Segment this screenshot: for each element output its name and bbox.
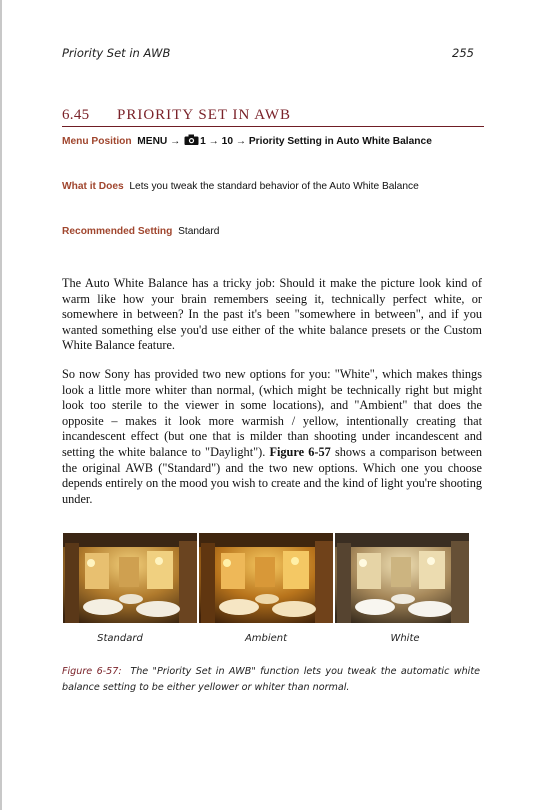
photo-label-standard: Standard [97,633,143,644]
recommended-text: Standard [178,226,220,237]
paragraph-2-start: So now Sony has provided two new options for you: "White", which makes things look a little more whiter than normal, (which might be technically right but might look too sterile to the viewer in some locations), and "Ambient" that does the opposite – makes it look more warmish / yellow, intentionally creating that incandescent effect (but one that is milder than shooting under incandescent and setting the white balance to "Daylight"). [62,367,482,459]
figure-reference: Figure 6-57 [269,444,331,459]
running-title: Priority Set in AWB [62,46,171,60]
what-it-does-block [62,178,452,195]
body-paragraph-2 [62,367,482,507]
paragraph-text [62,367,482,507]
what-it-does-text: Lets you tweak the standard behavior of the Auto White Balance [129,181,419,192]
photo-label-white: White [390,633,420,644]
menu-path-end: 1 → 10 → Priority Setting in Auto White Balance [200,136,432,147]
recommended-label: Recommended Setting [62,226,173,237]
camera-icon [184,134,199,151]
page-edge [0,0,2,810]
figure-caption-text: The "Priority Set in AWB" function lets you tweak the automatic white balance setting to be either yellower or whiter than normal. [62,666,480,693]
figure-caption-label: Figure 6-57: [62,666,122,677]
section-heading [62,107,484,127]
paragraph-2-end: shows a comparison between the original AWB ("Standard") and the two new options. Which one you choose depends entirely on the mood you wish to create and the kind of light you're shooting under. [62,444,482,506]
page-number: 255 [452,46,474,60]
photo-label-ambient: Ambient [244,633,288,644]
photo-standard [63,533,197,623]
comparison-photos [63,533,469,623]
photo-ambient [199,533,333,623]
menu-position-label: Menu Position [62,136,132,147]
section-title: PRIORITY SET IN AWB [117,107,292,123]
paragraph-text: The Auto White Balance has a tricky job: Should it make the picture look kind of warm like how your brain remembers seeing it, technically perfect white, or somewhere in between? In the past it's been "somewhere in between", and if you wanted something else you'd use either of the white balance presets or the Custom White Balance feature. [62,276,482,353]
body-paragraph-1 [62,276,482,354]
menu-position-block [62,133,452,151]
running-header [62,46,474,60]
recommended-block [62,223,452,240]
what-it-does-label: What it Does [62,181,124,192]
section-number: 6.45 [62,107,90,123]
photo-white [335,533,469,623]
figure-caption [62,664,480,696]
menu-path-start: MENU → [137,136,181,147]
